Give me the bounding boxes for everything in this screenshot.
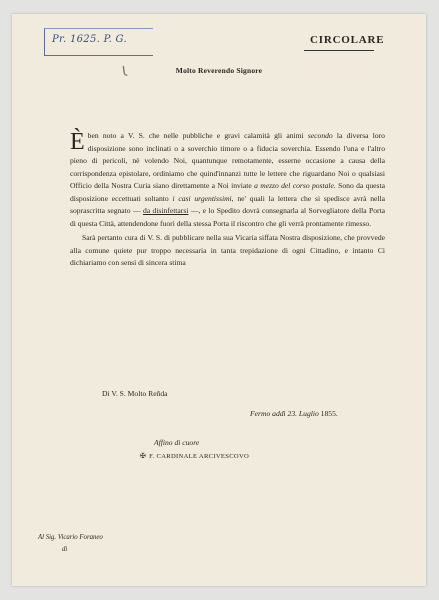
- italic-span: i casi urgentissimi: [172, 193, 232, 203]
- handwritten-note: Pr. 1625. P. G.: [52, 34, 127, 45]
- italic-span: a mezzo del corso postale.: [254, 181, 336, 190]
- italic-span: secondo: [307, 131, 333, 140]
- text-span: , ne' quali la lettera che si spedisce avrà nella soprascritta segnato —: [70, 193, 385, 215]
- signature-line-1: Affino di cuore: [154, 438, 200, 447]
- address-line-1: Al Sig. Vicario Foraneo: [38, 534, 103, 541]
- handwritten-mark: Ɩ: [120, 63, 129, 81]
- header-rule: [304, 50, 374, 51]
- underlined-span: da disinfettarsi: [142, 206, 189, 215]
- header-label: CIRCOLARE: [310, 34, 385, 46]
- dateline-year: 1855.: [320, 409, 338, 418]
- closing: Di V. S. Molto Reñda: [102, 389, 168, 398]
- text-span: la diversa loro disposizione sono inclinati o a soverchio timore o a fiducia soverchia. Essendo l'una e l'altro pieno di pericoli, nè volendo Noi, quantunque remotamente, esserne occasione a causa della corrispondenza epistolare, ordiniamo che quind'innanzi tutte le lettere che riguardano Noi o qualsiasi Officio della Nostra Curia siano direttamente a Noi inviate: [70, 131, 385, 190]
- text-span: Sono da questa disposizione eccettuati soltanto: [70, 181, 385, 203]
- drop-cap: È: [70, 129, 85, 155]
- paragraph-1: [70, 130, 385, 230]
- address-line-2: di: [62, 546, 68, 553]
- text-span: —, e lo Spedito dovrà consegnarla al Sorvegliatore della Porta di questa Città, attendendone fuori della stessa Porta il riscontro che gli verrà prontamente rimesso.: [70, 206, 385, 228]
- body-text: [70, 130, 385, 270]
- cross-icon: ✠: [140, 452, 147, 460]
- dateline: [250, 409, 338, 418]
- document-page: [12, 14, 426, 586]
- paragraph-2: Sarà pertanto cura di V. S. di pubblicare nella sua Vicaria siffata Nostra disposizione, che provvede alla comune quiete pur troppo necessaria in tanta trepidazione di ogni Cittadino, e intanto Ci dichiariamo con sensi di sincera stima: [70, 233, 385, 267]
- signature-line-2: [140, 452, 249, 460]
- signature-name: F. CARDINALE ARCIVESCOVO: [149, 453, 250, 460]
- text-span: ben noto a V. S. che nelle pubbliche e gravi calamità gli animi: [87, 131, 308, 140]
- dateline-text: Fermo addì 23. Luglio: [250, 409, 321, 418]
- salutation: Molto Reverendo Signore: [175, 66, 263, 75]
